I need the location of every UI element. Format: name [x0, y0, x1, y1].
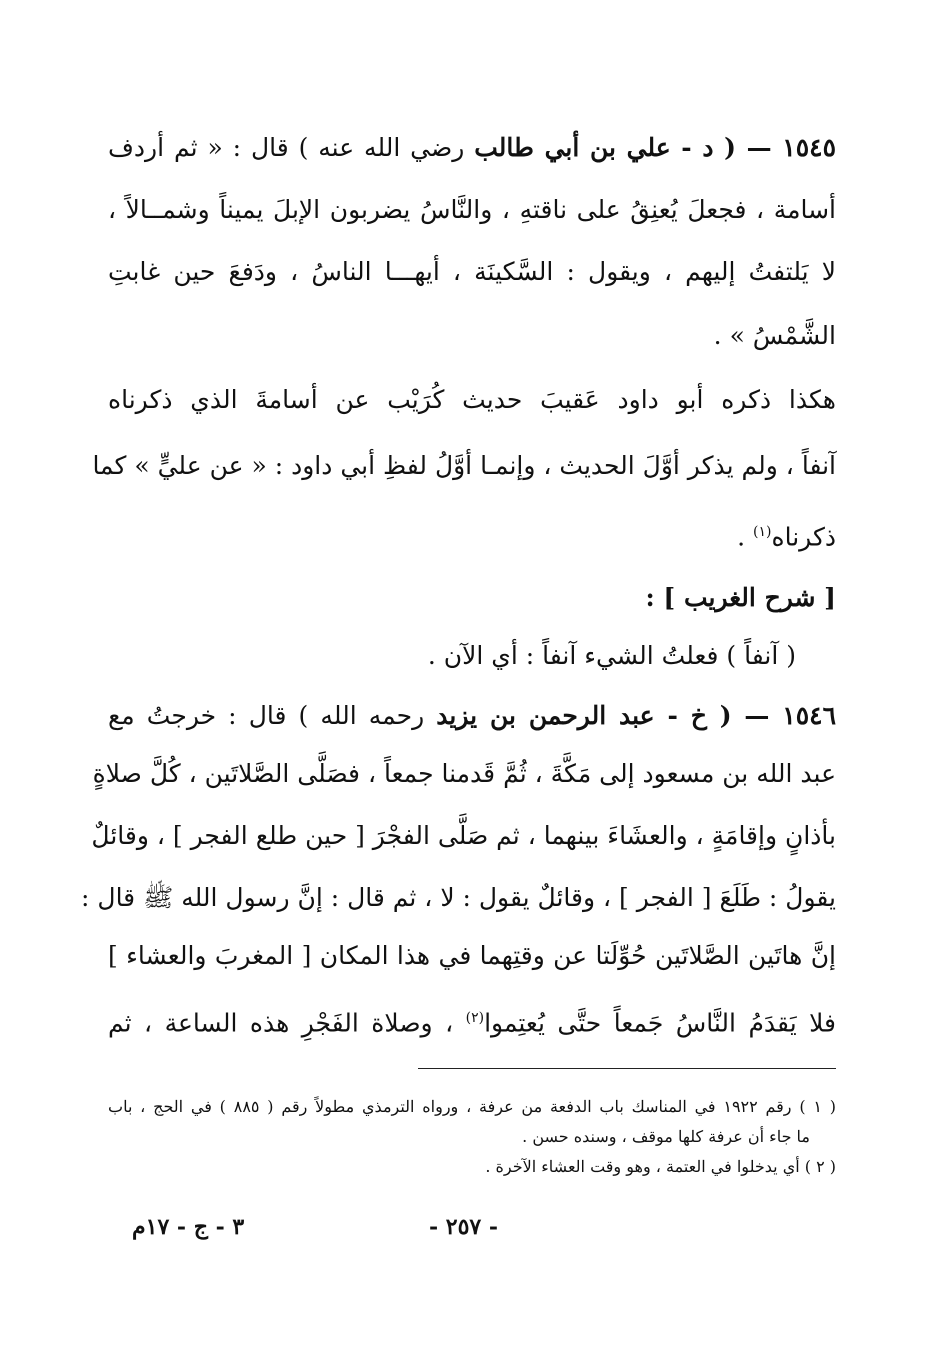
commentary-line-3	[108, 512, 836, 557]
hadith-1545-line-1	[108, 128, 836, 168]
hadith-1545-line-2: أسامة ، فجعلَ يُعنِقُ على ناقتهِ ، والنَّاسُ يضربون الإبلَ يميناً وشمــالاً ،	[108, 195, 836, 224]
printer-signature: ٣ - ج - ١٧م	[132, 1214, 245, 1240]
commentary-line-1: هكذا ذكره أبو داود عَقيبَ حديث كُرَيْب عن أسامةَ الذي ذكرناه	[108, 385, 836, 414]
page-number: - ٢٥٧ -	[428, 1214, 499, 1240]
commentary-line-3-end: .	[737, 522, 754, 552]
gharib-heading: [ شرح الغريب ] :	[645, 583, 836, 612]
footnote-separator	[418, 1068, 836, 1069]
hadith-1546-line-2: عبد الله بن مسعود إلى مَكَّةَ ، ثُمَّ قَدمنا جمعاً ، فصَلَّى الصَّلاتَين ، كُلَّ صلاةٍ	[92, 759, 836, 788]
hadith-1545-line-4: الشَّمْسُ » .	[713, 321, 836, 350]
footnote-ref-1: (١)	[753, 524, 772, 540]
commentary-line-3-text: ذكرناه	[771, 522, 836, 552]
hadith-1545-line-3: لا يَلتفتُ إليهم ، ويقول : السَّكينَة ، أيهـــا الناسُ ، ودَفعَ حين غابتِ	[108, 257, 836, 286]
hadith-1546-line-1-rest: رحمه الله ) قال : خرجتُ مع	[108, 701, 437, 730]
footnote-1-line-2: ما جاء أن عرفة كلها موقف ، وسنده حسن .	[522, 1127, 810, 1146]
hadith-1546-line-3: بأذانٍ وإقامَةٍ ، والعشَاءَ بينهما ، ثم صَلَّى الفجْرَ [ حين طلع الفجر ] ، وقائلٌ	[91, 821, 836, 850]
hadith-1545-line-1-rest: رضي الله عنه ) قال : « ثم أردف	[108, 133, 475, 162]
footnote-1-line-1: ( ١ ) رقم ١٩٢٢ في المناسك باب الدفعة من عرفة ، ورواه الترمذي مطولاً رقم ( ٨٨٥ ) في الحج ، باب	[108, 1097, 837, 1116]
footnote-ref-2: (٢)	[465, 1010, 485, 1026]
hadith-1546-line-6-b: ، وصلاة الفَجْرِ هذه الساعة ، ثم	[108, 1008, 466, 1038]
hadith-1545-number-narrator: ١٥٤٥ — ( د - علي بن أبي طالب	[474, 133, 836, 162]
hadith-1546-line-6-a: فلا يَقدَمُ النَّاسُ جَمعاً حتَّى يُعتِموا	[484, 1008, 836, 1038]
hadith-1546-line-6	[108, 998, 836, 1043]
hadith-1546-line-1	[108, 696, 836, 736]
hadith-1546-number-narrator: ١٥٤٦ — ( خ - عبد الرحمن بن يزيد	[436, 701, 837, 730]
gharib-line: ( آنفاً ) فعلتُ الشيء آنفاً : أي الآن .	[427, 641, 796, 670]
hadith-1546-line-5: إنَّ هاتَين الصَّلاتَين حُوِّلَتا عن وقتِهما في هذا المكان [ المغربَ والعشاء ]	[108, 941, 836, 970]
footnote-2: ( ٢ ) أي يدخلوا في العتمة ، وهو وقت العشاء الآخرة .	[485, 1157, 836, 1176]
commentary-line-2: آنفاً ، ولم يذكر أوَّلَ الحديث ، وإنمـا أوَّلُ لفظِ أبي داود : « عن عليٍّ » كما	[92, 451, 836, 480]
hadith-1546-line-4: يقولُ : طَلَعَ [ الفجر ] ، وقائلٌ يقول : لا ، ثم قال : إنَّ رسول الله ﷺ قال :	[81, 883, 836, 912]
